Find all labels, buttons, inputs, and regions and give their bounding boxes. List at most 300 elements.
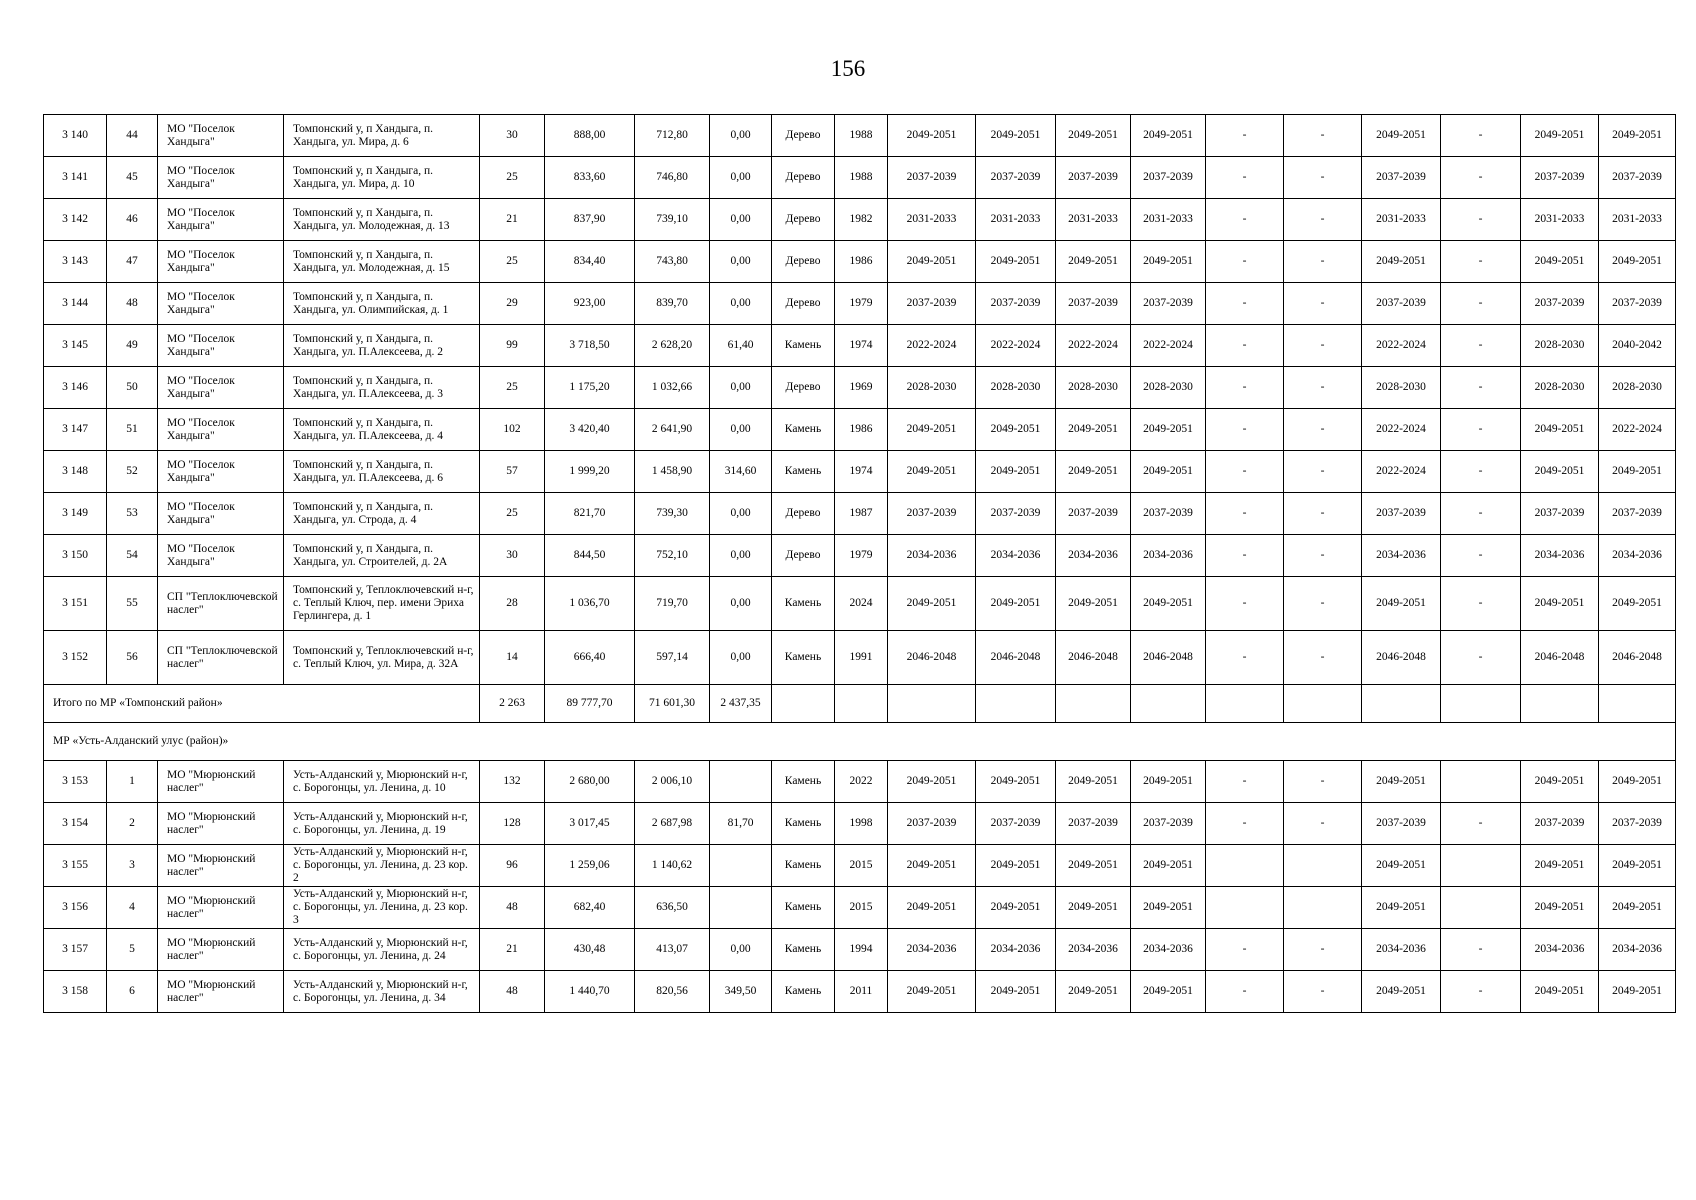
cell-c4: 2049-2051 (1131, 845, 1206, 887)
cell-mat: Дерево (772, 157, 835, 199)
cell-addr: Томпонский у, п Хандыга, п. Хандыга, ул. П.Алексеева, д. 4 (284, 409, 480, 451)
cell-n: 56 (107, 631, 158, 685)
cell-c7: 2022-2024 (1362, 451, 1441, 493)
cell-year: 1974 (835, 325, 888, 367)
cell-c3: 2049-2051 (1056, 845, 1131, 887)
cell-c3: 2037-2039 (1056, 283, 1131, 325)
cell-addr: Усть-Алданский у, Мюрюнский н-г, с. Борогонцы, ул. Ленина, д. 23 кор. 2 (284, 845, 480, 887)
page-number: 156 (830, 56, 866, 81)
cell-v2: 1 999,20 (545, 451, 635, 493)
cell-v4 (710, 887, 772, 929)
cell-v1: 128 (480, 803, 545, 845)
cell-c9: 2031-2033 (1521, 199, 1599, 241)
cell-c10: 2037-2039 (1599, 493, 1676, 535)
cell-c6: - (1284, 451, 1362, 493)
cell-n: 3 (107, 845, 158, 887)
cell-c9: 2037-2039 (1521, 803, 1599, 845)
cell-c1: 2049-2051 (888, 845, 976, 887)
cell-c6: - (1284, 283, 1362, 325)
cell-c4: 2049-2051 (1131, 409, 1206, 451)
cell-n: 1 (107, 761, 158, 803)
cell-c2: 2049-2051 (976, 451, 1056, 493)
cell-v2: 682,40 (545, 887, 635, 929)
total-v1: 2 263 (480, 685, 545, 723)
cell-mat: Камень (772, 325, 835, 367)
table-row (44, 971, 1676, 1013)
cell-c3: 2037-2039 (1056, 493, 1131, 535)
cell-c1: 2034-2036 (888, 535, 976, 577)
cell-c8: - (1441, 929, 1521, 971)
cell-c5: - (1206, 325, 1284, 367)
cell-year: 1988 (835, 115, 888, 157)
cell-mat: Камень (772, 451, 835, 493)
table-row (44, 157, 1676, 199)
cell-v2: 1 036,70 (545, 577, 635, 631)
cell-v3: 413,07 (635, 929, 710, 971)
cell-addr: Томпонский у, п Хандыга, п. Хандыга, ул. Строителей, д. 2А (284, 535, 480, 577)
cell-mo: МО "Мюрюнский наслег" (158, 929, 284, 971)
cell-c10: 2049-2051 (1599, 761, 1676, 803)
cell-v2: 3 420,40 (545, 409, 635, 451)
cell-mo: МО "Поселок Хандыга" (158, 325, 284, 367)
cell-c1: 2049-2051 (888, 115, 976, 157)
cell-mo: МО "Поселок Хандыга" (158, 367, 284, 409)
cell-year: 1979 (835, 283, 888, 325)
cell-n: 6 (107, 971, 158, 1013)
cell-c8: - (1441, 409, 1521, 451)
cell-c7: 2028-2030 (1362, 367, 1441, 409)
cell-c1: 2037-2039 (888, 803, 976, 845)
cell-c4: 2049-2051 (1131, 115, 1206, 157)
cell-n: 45 (107, 157, 158, 199)
cell-c8: - (1441, 971, 1521, 1013)
cell-c6 (1284, 887, 1362, 929)
cell-c3: 2049-2051 (1056, 115, 1131, 157)
cell-c10: 2037-2039 (1599, 283, 1676, 325)
cell-n: 48 (107, 283, 158, 325)
cell-addr: Усть-Алданский у, Мюрюнский н-г, с. Борогонцы, ул. Ленина, д. 10 (284, 761, 480, 803)
cell-n: 51 (107, 409, 158, 451)
cell-c10: 2046-2048 (1599, 631, 1676, 685)
cell-c6: - (1284, 631, 1362, 685)
cell-c4: 2022-2024 (1131, 325, 1206, 367)
empty-cell (888, 685, 976, 723)
cell-c2: 2049-2051 (976, 115, 1056, 157)
cell-c5 (1206, 887, 1284, 929)
cell-c2: 2037-2039 (976, 283, 1056, 325)
cell-c1: 2049-2051 (888, 409, 976, 451)
cell-c8: - (1441, 241, 1521, 283)
cell-c4: 2031-2033 (1131, 199, 1206, 241)
empty-cell (1284, 685, 1362, 723)
cell-c4: 2049-2051 (1131, 451, 1206, 493)
cell-v2: 923,00 (545, 283, 635, 325)
cell-c3: 2022-2024 (1056, 325, 1131, 367)
cell-id: 3 153 (44, 761, 107, 803)
cell-c5: - (1206, 241, 1284, 283)
cell-v4: 0,00 (710, 115, 772, 157)
cell-n: 49 (107, 325, 158, 367)
cell-c5: - (1206, 631, 1284, 685)
cell-addr: Томпонский у, п Хандыга, п. Хандыга, ул. Мира, д. 10 (284, 157, 480, 199)
cell-n: 44 (107, 115, 158, 157)
cell-c8: - (1441, 631, 1521, 685)
cell-id: 3 147 (44, 409, 107, 451)
cell-c5: - (1206, 409, 1284, 451)
cell-c5: - (1206, 451, 1284, 493)
table-row (44, 493, 1676, 535)
total-v3: 71 601,30 (635, 685, 710, 723)
cell-v1: 25 (480, 493, 545, 535)
cell-v3: 820,56 (635, 971, 710, 1013)
cell-c7: 2037-2039 (1362, 493, 1441, 535)
table-row (44, 283, 1676, 325)
cell-year: 2015 (835, 887, 888, 929)
cell-v3: 2 687,98 (635, 803, 710, 845)
cell-c9: 2049-2051 (1521, 845, 1599, 887)
cell-c1: 2031-2033 (888, 199, 976, 241)
cell-v1: 57 (480, 451, 545, 493)
cell-v3: 1 032,66 (635, 367, 710, 409)
cell-c10: 2049-2051 (1599, 971, 1676, 1013)
cell-c3: 2049-2051 (1056, 761, 1131, 803)
cell-id: 3 155 (44, 845, 107, 887)
cell-v2: 833,60 (545, 157, 635, 199)
cell-c10: 2037-2039 (1599, 803, 1676, 845)
cell-c7: 2049-2051 (1362, 577, 1441, 631)
cell-v1: 30 (480, 535, 545, 577)
table-row (44, 115, 1676, 157)
cell-n: 54 (107, 535, 158, 577)
cell-c2: 2022-2024 (976, 325, 1056, 367)
empty-cell (1206, 685, 1284, 723)
cell-mo: МО "Мюрюнский наслег" (158, 971, 284, 1013)
table-row (44, 577, 1676, 631)
total-row (44, 685, 1676, 723)
cell-v3: 2 006,10 (635, 761, 710, 803)
empty-cell (1599, 685, 1676, 723)
cell-c3: 2037-2039 (1056, 803, 1131, 845)
empty-cell (835, 685, 888, 723)
cell-c2: 2037-2039 (976, 803, 1056, 845)
cell-v4: 0,00 (710, 283, 772, 325)
cell-v3: 712,80 (635, 115, 710, 157)
cell-addr: Томпонский у, п Хандыга, п. Хандыга, ул. Мира, д. 6 (284, 115, 480, 157)
cell-c4: 2034-2036 (1131, 535, 1206, 577)
cell-mo: СП "Теплоключевской наслег" (158, 631, 284, 685)
cell-c4: 2049-2051 (1131, 887, 1206, 929)
table-row (44, 803, 1676, 845)
cell-mat: Дерево (772, 241, 835, 283)
cell-c6: - (1284, 493, 1362, 535)
cell-c10: 2022-2024 (1599, 409, 1676, 451)
cell-v1: 25 (480, 157, 545, 199)
cell-c9: 2037-2039 (1521, 493, 1599, 535)
cell-year: 1974 (835, 451, 888, 493)
cell-c1: 2028-2030 (888, 367, 976, 409)
cell-v4: 0,00 (710, 577, 772, 631)
cell-c8 (1441, 845, 1521, 887)
cell-n: 4 (107, 887, 158, 929)
cell-year: 1986 (835, 409, 888, 451)
cell-v3: 597,14 (635, 631, 710, 685)
cell-c1: 2037-2039 (888, 283, 976, 325)
cell-mat: Дерево (772, 367, 835, 409)
cell-c2: 2049-2051 (976, 409, 1056, 451)
cell-id: 3 145 (44, 325, 107, 367)
table-row (44, 199, 1676, 241)
cell-mat: Дерево (772, 115, 835, 157)
cell-v2: 1 259,06 (545, 845, 635, 887)
cell-v1: 30 (480, 115, 545, 157)
cell-v4: 0,00 (710, 409, 772, 451)
cell-id: 3 141 (44, 157, 107, 199)
cell-mat: Камень (772, 803, 835, 845)
cell-c2: 2037-2039 (976, 157, 1056, 199)
cell-mo: МО "Поселок Хандыга" (158, 199, 284, 241)
cell-addr: Усть-Алданский у, Мюрюнский н-г, с. Борогонцы, ул. Ленина, д. 19 (284, 803, 480, 845)
cell-c8: - (1441, 493, 1521, 535)
cell-n: 53 (107, 493, 158, 535)
empty-cell (1521, 685, 1599, 723)
cell-id: 3 152 (44, 631, 107, 685)
cell-year: 1998 (835, 803, 888, 845)
cell-c5: - (1206, 577, 1284, 631)
cell-c9: 2049-2051 (1521, 761, 1599, 803)
cell-c3: 2034-2036 (1056, 535, 1131, 577)
cell-mo: МО "Мюрюнский наслег" (158, 761, 284, 803)
cell-addr: Томпонский у, п Хандыга, п. Хандыга, ул. П.Алексеева, д. 3 (284, 367, 480, 409)
cell-c9: 2037-2039 (1521, 283, 1599, 325)
cell-n: 5 (107, 929, 158, 971)
cell-year: 2015 (835, 845, 888, 887)
cell-c7: 2031-2033 (1362, 199, 1441, 241)
cell-v3: 1 140,62 (635, 845, 710, 887)
cell-v3: 1 458,90 (635, 451, 710, 493)
cell-c7: 2049-2051 (1362, 971, 1441, 1013)
cell-c1: 2049-2051 (888, 887, 976, 929)
cell-addr: Усть-Алданский у, Мюрюнский н-г, с. Борогонцы, ул. Ленина, д. 24 (284, 929, 480, 971)
cell-year: 2011 (835, 971, 888, 1013)
cell-c4: 2037-2039 (1131, 803, 1206, 845)
cell-v2: 2 680,00 (545, 761, 635, 803)
cell-v3: 746,80 (635, 157, 710, 199)
empty-cell (1056, 685, 1131, 723)
empty-cell (976, 685, 1056, 723)
cell-c3: 2037-2039 (1056, 157, 1131, 199)
cell-c7: 2049-2051 (1362, 115, 1441, 157)
cell-c6: - (1284, 325, 1362, 367)
cell-c3: 2049-2051 (1056, 577, 1131, 631)
cell-c6: - (1284, 929, 1362, 971)
cell-c9: 2034-2036 (1521, 535, 1599, 577)
cell-c2: 2049-2051 (976, 971, 1056, 1013)
cell-mat: Камень (772, 761, 835, 803)
cell-v4: 81,70 (710, 803, 772, 845)
cell-year: 1988 (835, 157, 888, 199)
table-row (44, 451, 1676, 493)
cell-c2: 2049-2051 (976, 577, 1056, 631)
section-label: МР «Усть-Алданский улус (район)» (44, 723, 1676, 761)
cell-c4: 2028-2030 (1131, 367, 1206, 409)
cell-c8: - (1441, 115, 1521, 157)
cell-c2: 2049-2051 (976, 887, 1056, 929)
cell-v2: 837,90 (545, 199, 635, 241)
cell-c3: 2049-2051 (1056, 887, 1131, 929)
cell-v2: 1 440,70 (545, 971, 635, 1013)
cell-v4: 0,00 (710, 929, 772, 971)
cell-id: 3 146 (44, 367, 107, 409)
cell-c7: 2049-2051 (1362, 845, 1441, 887)
cell-mo: МО "Поселок Хандыга" (158, 535, 284, 577)
cell-c2: 2034-2036 (976, 535, 1056, 577)
cell-mo: МО "Мюрюнский наслег" (158, 887, 284, 929)
cell-v2: 888,00 (545, 115, 635, 157)
cell-mat: Камень (772, 887, 835, 929)
cell-v2: 1 175,20 (545, 367, 635, 409)
table-row (44, 929, 1676, 971)
cell-c3: 2031-2033 (1056, 199, 1131, 241)
cell-c10: 2049-2051 (1599, 115, 1676, 157)
cell-year: 1994 (835, 929, 888, 971)
cell-c1: 2046-2048 (888, 631, 976, 685)
cell-v1: 21 (480, 929, 545, 971)
cell-c10: 2028-2030 (1599, 367, 1676, 409)
cell-id: 3 158 (44, 971, 107, 1013)
cell-c9: 2037-2039 (1521, 157, 1599, 199)
cell-mo: МО "Поселок Хандыга" (158, 241, 284, 283)
table-row (44, 535, 1676, 577)
cell-c4: 2049-2051 (1131, 241, 1206, 283)
cell-n: 2 (107, 803, 158, 845)
cell-c9: 2028-2030 (1521, 325, 1599, 367)
cell-c5: - (1206, 929, 1284, 971)
cell-c3: 2049-2051 (1056, 971, 1131, 1013)
cell-c9: 2034-2036 (1521, 929, 1599, 971)
cell-c9: 2049-2051 (1521, 971, 1599, 1013)
cell-year: 1969 (835, 367, 888, 409)
cell-c5: - (1206, 761, 1284, 803)
cell-mat: Дерево (772, 283, 835, 325)
cell-v1: 99 (480, 325, 545, 367)
cell-id: 3 149 (44, 493, 107, 535)
cell-c9: 2049-2051 (1521, 409, 1599, 451)
cell-c7: 2037-2039 (1362, 283, 1441, 325)
cell-n: 52 (107, 451, 158, 493)
cell-mat: Дерево (772, 199, 835, 241)
cell-c8: - (1441, 535, 1521, 577)
cell-c1: 2034-2036 (888, 929, 976, 971)
cell-mat: Камень (772, 409, 835, 451)
cell-addr: Томпонский у, п Хандыга, п. Хандыга, ул. Строда, д. 4 (284, 493, 480, 535)
cell-c2: 2049-2051 (976, 845, 1056, 887)
cell-v2: 3 017,45 (545, 803, 635, 845)
cell-c6: - (1284, 367, 1362, 409)
cell-id: 3 151 (44, 577, 107, 631)
table-body (44, 115, 1676, 1013)
cell-c1: 2049-2051 (888, 577, 976, 631)
cell-mo: МО "Поселок Хандыга" (158, 409, 284, 451)
cell-c2: 2028-2030 (976, 367, 1056, 409)
cell-v1: 48 (480, 887, 545, 929)
cell-c5: - (1206, 367, 1284, 409)
cell-v4: 0,00 (710, 157, 772, 199)
cell-c8: - (1441, 577, 1521, 631)
cell-c6: - (1284, 971, 1362, 1013)
cell-c10: 2040-2042 (1599, 325, 1676, 367)
cell-c8: - (1441, 325, 1521, 367)
table-row (44, 887, 1676, 929)
cell-v1: 102 (480, 409, 545, 451)
section-row (44, 723, 1676, 761)
cell-v4: 0,00 (710, 535, 772, 577)
cell-c5: - (1206, 803, 1284, 845)
cell-c10: 2049-2051 (1599, 887, 1676, 929)
cell-c2: 2049-2051 (976, 241, 1056, 283)
cell-id: 3 142 (44, 199, 107, 241)
cell-v4: 61,40 (710, 325, 772, 367)
cell-v2: 834,40 (545, 241, 635, 283)
cell-c9: 2049-2051 (1521, 115, 1599, 157)
cell-addr: Томпонский у, Теплоключевский н-г, с. Теплый Ключ, пер. имени Эриха Герлингера, д. 1 (284, 577, 480, 631)
cell-id: 3 157 (44, 929, 107, 971)
cell-n: 50 (107, 367, 158, 409)
cell-c8 (1441, 887, 1521, 929)
cell-c1: 2037-2039 (888, 157, 976, 199)
cell-v1: 29 (480, 283, 545, 325)
cell-n: 55 (107, 577, 158, 631)
cell-v3: 2 641,90 (635, 409, 710, 451)
cell-year: 1987 (835, 493, 888, 535)
cell-c8: - (1441, 283, 1521, 325)
cell-mo: МО "Поселок Хандыга" (158, 115, 284, 157)
table-row (44, 367, 1676, 409)
cell-id: 3 143 (44, 241, 107, 283)
cell-v1: 28 (480, 577, 545, 631)
cell-addr: Томпонский у, Теплоключевский н-г, с. Теплый Ключ, ул. Мира, д. 32А (284, 631, 480, 685)
cell-v2: 430,48 (545, 929, 635, 971)
cell-c4: 2049-2051 (1131, 971, 1206, 1013)
cell-id: 3 140 (44, 115, 107, 157)
cell-v3: 743,80 (635, 241, 710, 283)
cell-mat: Камень (772, 845, 835, 887)
cell-c7: 2046-2048 (1362, 631, 1441, 685)
cell-c10: 2049-2051 (1599, 845, 1676, 887)
cell-c10: 2031-2033 (1599, 199, 1676, 241)
cell-id: 3 148 (44, 451, 107, 493)
cell-v3: 2 628,20 (635, 325, 710, 367)
empty-cell (1131, 685, 1206, 723)
cell-c9: 2028-2030 (1521, 367, 1599, 409)
cell-year: 1979 (835, 535, 888, 577)
cell-c9: 2049-2051 (1521, 577, 1599, 631)
table-row (44, 241, 1676, 283)
cell-c2: 2037-2039 (976, 493, 1056, 535)
cell-v1: 21 (480, 199, 545, 241)
cell-c2: 2049-2051 (976, 761, 1056, 803)
cell-mat: Камень (772, 971, 835, 1013)
cell-c6: - (1284, 409, 1362, 451)
cell-c7: 2049-2051 (1362, 761, 1441, 803)
table-row (44, 845, 1676, 887)
cell-v4 (710, 845, 772, 887)
cell-c6: - (1284, 803, 1362, 845)
cell-c7: 2022-2024 (1362, 409, 1441, 451)
cell-c6: - (1284, 577, 1362, 631)
cell-c6 (1284, 845, 1362, 887)
cell-c5: - (1206, 493, 1284, 535)
cell-v4: 0,00 (710, 241, 772, 283)
